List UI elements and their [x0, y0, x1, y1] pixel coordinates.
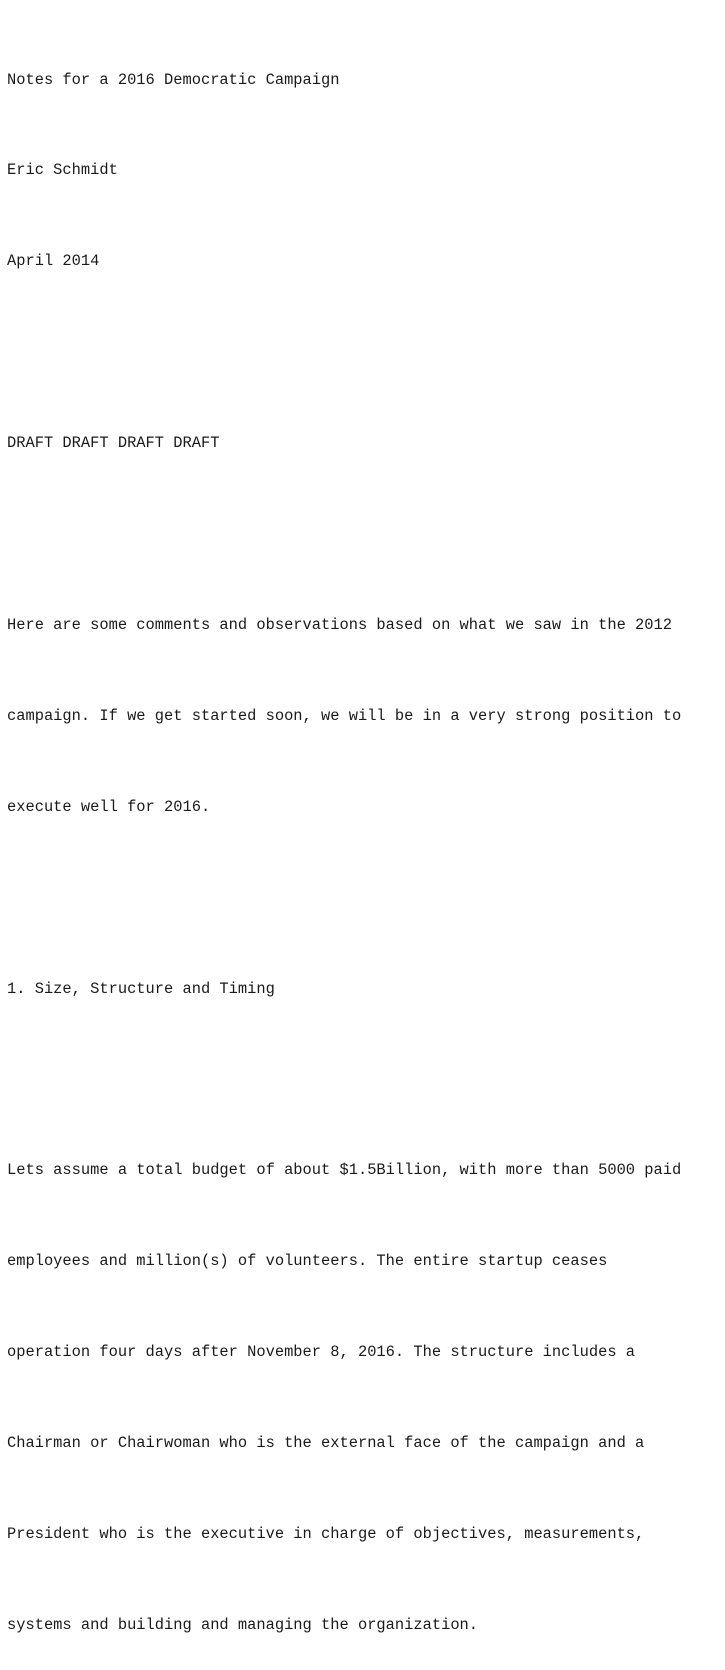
section-paragraph-line: systems and building and managing the organization.	[7, 1615, 479, 1634]
document-date: April 2014	[7, 252, 100, 271]
section-paragraph-line: employees and million(s) of volunteers. The entire startup ceases	[7, 1252, 608, 1271]
section-paragraph-line: Lets assume a total budget of about $1.5Billion, with more than 5000 paid	[7, 1161, 682, 1180]
section-heading: 1. Size, Structure and Timing	[7, 979, 275, 998]
document-body	[7, 4, 723, 1670]
intro-line: execute well for 2016.	[7, 797, 211, 816]
section-paragraph-line: President who is the executive in charge of objectives, measurements,	[7, 1524, 645, 1543]
draft-label: DRAFT DRAFT DRAFT DRAFT	[7, 434, 220, 453]
blank-line	[7, 519, 723, 549]
document-title: Notes for a 2016 Democratic Campaign	[7, 70, 340, 89]
intro-line: campaign. If we get started soon, we will be in a very strong position to	[7, 706, 682, 725]
section-paragraph-line: operation four days after November 8, 2016. The structure includes a	[7, 1343, 636, 1362]
document-author: Eric Schmidt	[7, 161, 118, 180]
blank-line	[7, 883, 723, 913]
blank-line	[7, 1064, 723, 1094]
section-paragraph-line: Chairman or Chairwoman who is the external face of the campaign and a	[7, 1433, 645, 1452]
intro-line: Here are some comments and observations based on what we saw in the 2012	[7, 615, 672, 634]
blank-line	[7, 337, 723, 367]
